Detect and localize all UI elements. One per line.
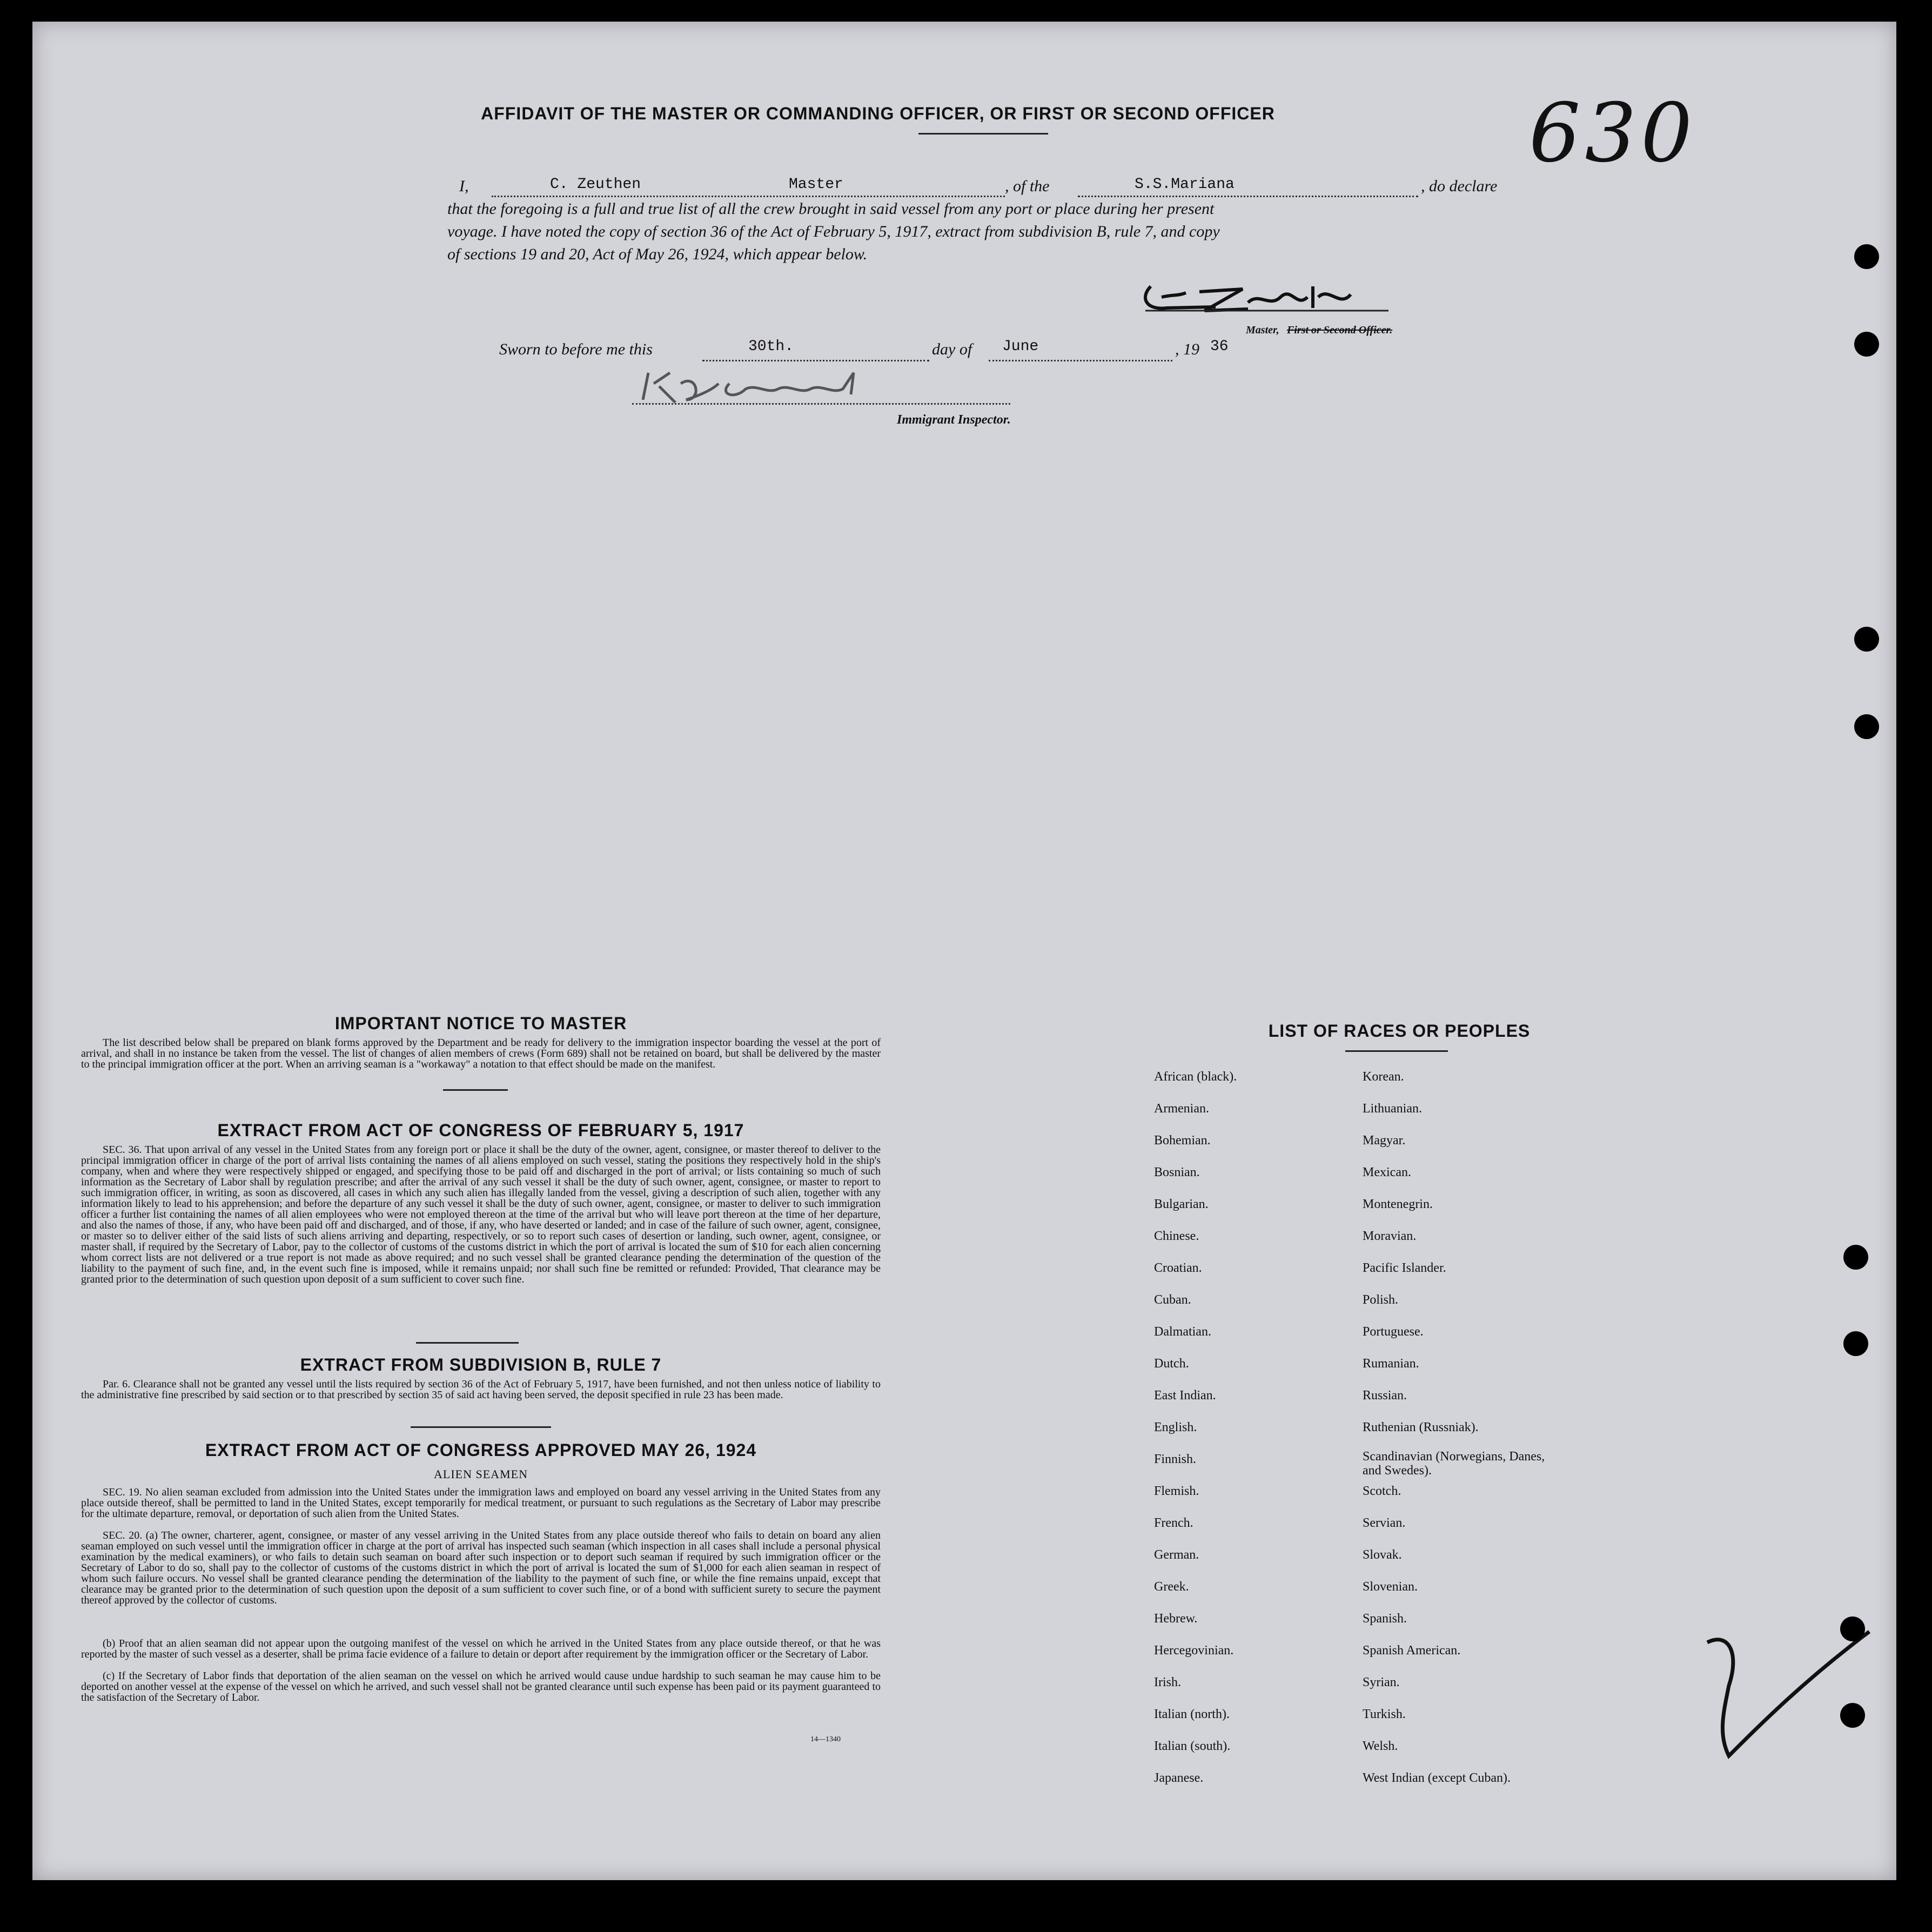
- vessel-name: S.S.Mariana: [1135, 176, 1235, 193]
- binder-hole: [1840, 1703, 1865, 1728]
- races-rule: [1345, 1050, 1448, 1052]
- race-item: Welsh.: [1363, 1739, 1398, 1753]
- day-of-label: day of: [932, 340, 972, 358]
- race-item: Scotch.: [1363, 1484, 1401, 1498]
- races-title: LIST OF RACES OR PEOPLES: [1268, 1021, 1531, 1041]
- extract-1924-sec19: SEC. 19. No alien seaman excluded from admission into the United States under the immigration laws and employed on board any vessel arriving in the United States from any place outside thereof, shall be permitted to land in the United States, except temporarily for medical treatment, or pursuant to such regulations as the Secretary of Labor may prescribe for the ultimate departure, removal, or deportation of such alien from the United States.: [81, 1486, 881, 1520]
- inspector-label: Immigrant Inspector.: [897, 413, 1011, 427]
- month-underline: [989, 360, 1172, 361]
- race-item: African (black).: [1154, 1070, 1237, 1084]
- signature-label-struck: First or Second Officer.: [1287, 324, 1393, 336]
- race-item: East Indian.: [1154, 1388, 1216, 1403]
- handwritten-page-number: 630: [1529, 86, 1697, 180]
- race-item: Hercegovinian.: [1154, 1643, 1234, 1658]
- binder-hole: [1843, 1245, 1868, 1270]
- race-item: Cuban.: [1154, 1293, 1191, 1307]
- affidavit-prefix: I,: [459, 177, 469, 195]
- binder-hole: [1854, 332, 1879, 357]
- race-item: Irish.: [1154, 1675, 1181, 1689]
- race-item: Moravian.: [1363, 1229, 1417, 1243]
- extract-1917-rule: [416, 1342, 519, 1344]
- race-item: Polish.: [1363, 1293, 1399, 1307]
- race-item: Greek.: [1154, 1580, 1189, 1594]
- document-page: [32, 22, 1896, 1880]
- year-prefix: , 19: [1175, 340, 1199, 358]
- race-item: Bosnian.: [1154, 1165, 1200, 1179]
- race-item: Slovak.: [1363, 1548, 1402, 1562]
- sworn-day: 30th.: [748, 338, 794, 355]
- race-item: Lithuanian.: [1363, 1102, 1422, 1116]
- race-item: Dutch.: [1154, 1357, 1189, 1371]
- binder-hole: [1854, 244, 1879, 269]
- race-item: Syrian.: [1363, 1675, 1400, 1689]
- race-item: German.: [1154, 1548, 1199, 1562]
- race-item: Bulgarian.: [1154, 1197, 1209, 1211]
- extract-b7-body: Par. 6. Clearance shall not be granted any vessel until the lists required by section 36 of the Act of February 5, 1917, have been furnished, and not then unless notice of liability to the administrative fine prescribed by said section or to that prescribed by section 35 of said act having been served, the deposit specified in rule 23 has been made.: [81, 1378, 881, 1401]
- race-item: Turkish.: [1363, 1707, 1406, 1721]
- extract-1924-sec20a: SEC. 20. (a) The owner, charterer, agent, consignee, or master of any vessel arriving in the United States from any place outside thereof who fails to detain on board any alien seaman employed on such vessel until the immigration officer in charge at the port of arrival has inspected such seaman (which inspection in all cases shall include a personal physical examination by the medical examiners), or who fails to detain such seaman on board after such inspection or to deport such seaman if required by such immigration officer or the Secretary of Labor to do so, shall pay to the collector of customs of the customs district in which the port of arrival is located the sum of $1,000 for each alien seaman in respect of whom such failure occurs. No vessel shall be granted clearance pending the determination of the liability to the payment of such fine, or while the fine remains unpaid, except that clearance may be granted prior to the determination of such question upon the deposit of a sum sufficient to cover such fine, or of a bond with sufficient surety to secure the payment thereof approved by the collector of customs.: [81, 1530, 881, 1606]
- notice-title: IMPORTANT NOTICE TO MASTER: [334, 1014, 627, 1033]
- race-item: Bohemian.: [1154, 1133, 1211, 1148]
- extract-1917-body: SEC. 36. That upon arrival of any vessel in the United States from any foreign port or place it shall be the duty of the owner, agent, consignee, or master thereof to deliver to the principal immigration officer in charge of the port of arrival lists containing the names of all aliens employed on such vessel, stating the positions they respectively hold in the ship's company, when and where they were respectively shipped or engaged, and specifying those to be paid off and discharged in the port of arrival; or lists containing so much of such information as the Secretary of Labor shall by regulation prescribe; and after the arrival of any such vessel it shall be the duty of such owner, agent, consignee, or master to report to such immigration officer, in writing, as soon as discovered, all cases in which any such alien has illegally landed from the vessel, giving a description of such alien, together with any information likely to lead to his apprehension; and before the departure of any such vessel it shall be the duty of such owner, agent, consignee, or master to deliver to such immigration officer a further list containing the names of all alien employees who were not employed thereon at the time of the arrival but who will leave port thereon at the time of her departure, and also the names of those, if any, who have been paid off and discharged, and of those, if any, who have deserted or landed; and in case of the failure of such owner, agent, consignee, or master so to deliver either of the said lists of such aliens arriving and departing, respectively, or so to report such cases of desertion or landing, such owner, agent, consignee, or master shall, if required by the Secretary of Labor, pay to the collector of customs of the customs district in which the port of arrival is located the sum of $10 for each alien concerning whom correct lists are not delivered or a true report is not made as above required; and no such vessel shall be granted clearance pending the determination of the question of the liability to the payment of such fine, and, in the event such fine is imposed, while it remains unpaid; nor shall such fine be remitted or refunded: Provided, That clearance may be granted prior to the determination of such question upon deposit of a sum sufficient to cover such fine.: [81, 1144, 881, 1285]
- extract-1924-sec20b: (b) Proof that an alien seaman did not appear upon the outgoing manifest of the vessel on which he arrived in the United States from any place outside thereof, or that he was reported by the master of such vessel as a deserter, shall be prima facie evidence of a failure to detain or deport after requirement by the immigration officer or the Secretary of Labor.: [81, 1638, 881, 1660]
- affidavit-line-4: of sections 19 and 20, Act of May 26, 1924, which appear below.: [447, 245, 868, 263]
- extract-b7-title: EXTRACT FROM SUBDIVISION B, RULE 7: [300, 1355, 662, 1374]
- race-item: Dalmatian.: [1154, 1325, 1211, 1339]
- race-item: Italian (north).: [1154, 1707, 1230, 1721]
- race-item: Chinese.: [1154, 1229, 1199, 1243]
- binder-hole: [1854, 627, 1879, 652]
- race-item: Armenian.: [1154, 1102, 1209, 1116]
- race-item: Croatian.: [1154, 1261, 1202, 1275]
- race-item: Servian.: [1363, 1516, 1406, 1530]
- extract-1924-subtitle: ALIEN SEAMEN: [434, 1467, 528, 1481]
- race-item: Italian (south).: [1154, 1739, 1231, 1753]
- race-item: Rumanian.: [1363, 1357, 1419, 1371]
- master-name: C. Zeuthen: [550, 176, 641, 193]
- binder-hole: [1840, 1616, 1865, 1641]
- race-item: Scandinavian (Norwegians, Danes, and Swedes).: [1363, 1450, 1545, 1478]
- notice-rule: [443, 1089, 508, 1091]
- vessel-underline: [1078, 196, 1418, 197]
- name-underline: [492, 196, 1005, 197]
- binder-hole: [1843, 1331, 1868, 1356]
- extract-1917-title: EXTRACT FROM ACT OF CONGRESS OF FEBRUARY 5, 1917: [217, 1121, 744, 1140]
- title-rule: [918, 133, 1048, 135]
- master-rank: Master: [789, 176, 843, 193]
- race-item: Pacific Islander.: [1363, 1261, 1446, 1275]
- sworn-prefix: Sworn to before me this: [499, 340, 653, 358]
- master-signature: [1135, 265, 1394, 324]
- race-item: Russian.: [1363, 1388, 1407, 1403]
- race-item: Hebrew.: [1154, 1612, 1198, 1626]
- affidavit-title: AFFIDAVIT OF THE MASTER OR COMMANDING OFFICER, OR FIRST OR SECOND OFFICER: [481, 104, 1275, 123]
- race-item: Spanish.: [1363, 1612, 1407, 1626]
- day-underline: [702, 360, 929, 361]
- race-item: English.: [1154, 1420, 1197, 1434]
- race-item: Spanish American.: [1363, 1643, 1461, 1658]
- binder-hole: [1854, 714, 1879, 739]
- race-item: Ruthenian (Russniak).: [1363, 1420, 1479, 1434]
- of-the-label: , of the: [1005, 177, 1050, 195]
- race-item: Finnish.: [1154, 1452, 1197, 1466]
- form-number: 14—1340: [810, 1735, 841, 1743]
- extract-1924-sec20c: (c) If the Secretary of Labor finds that deportation of the alien seaman on the vessel on which he arrived would cause undue hardship to such seaman he may cause him to be deported on another vessel at the expense of the vessel on which he arrived, and such vessel shall not be granted clearance until such expense has been paid or its payment guaranteed to the satisfaction of the Secretary of Labor.: [81, 1670, 881, 1703]
- signature-label-master: Master,: [1246, 324, 1279, 336]
- extract-1924-title: EXTRACT FROM ACT OF CONGRESS APPROVED MAY 26, 1924: [205, 1440, 757, 1460]
- extract-b7-rule: [411, 1426, 551, 1428]
- race-item: Portuguese.: [1363, 1325, 1424, 1339]
- race-item: Flemish.: [1154, 1484, 1199, 1498]
- race-item: French.: [1154, 1516, 1193, 1530]
- race-item: Korean.: [1363, 1070, 1404, 1084]
- sworn-year: 36: [1210, 338, 1229, 355]
- do-declare-label: , do declare: [1421, 177, 1498, 195]
- race-item: Montenegrin.: [1363, 1197, 1433, 1211]
- race-item: Magyar.: [1363, 1133, 1406, 1148]
- race-item: West Indian (except Cuban).: [1363, 1771, 1511, 1785]
- race-item: Mexican.: [1363, 1165, 1411, 1179]
- affidavit-line-2: that the foregoing is a full and true list of all the crew brought in said vessel from any port or place during her present: [447, 200, 1215, 218]
- checkmark-icon: [1696, 1621, 1891, 1772]
- notice-body: The list described below shall be prepared on blank forms approved by the Department and be ready for delivery to the immigration inspector boarding the vessel at the port of arrival, and shall in no instance be taken from the vessel. The list of changes of alien members of crews (Form 689) shall not be retained on board, but shall be delivered by the master to the principal immigration officer at the port. When an arriving seaman is a "workaway" a notation to that effect should be made on the manifest.: [81, 1037, 881, 1070]
- race-item: Japanese.: [1154, 1771, 1204, 1785]
- inspector-underline: [632, 403, 1010, 405]
- race-item: Slovenian.: [1363, 1580, 1418, 1594]
- affidavit-line-3: voyage. I have noted the copy of section 36 of the Act of February 5, 1917, extract from subdivision B, rule 7, and copy: [447, 223, 1220, 240]
- sworn-month: June: [1002, 338, 1039, 355]
